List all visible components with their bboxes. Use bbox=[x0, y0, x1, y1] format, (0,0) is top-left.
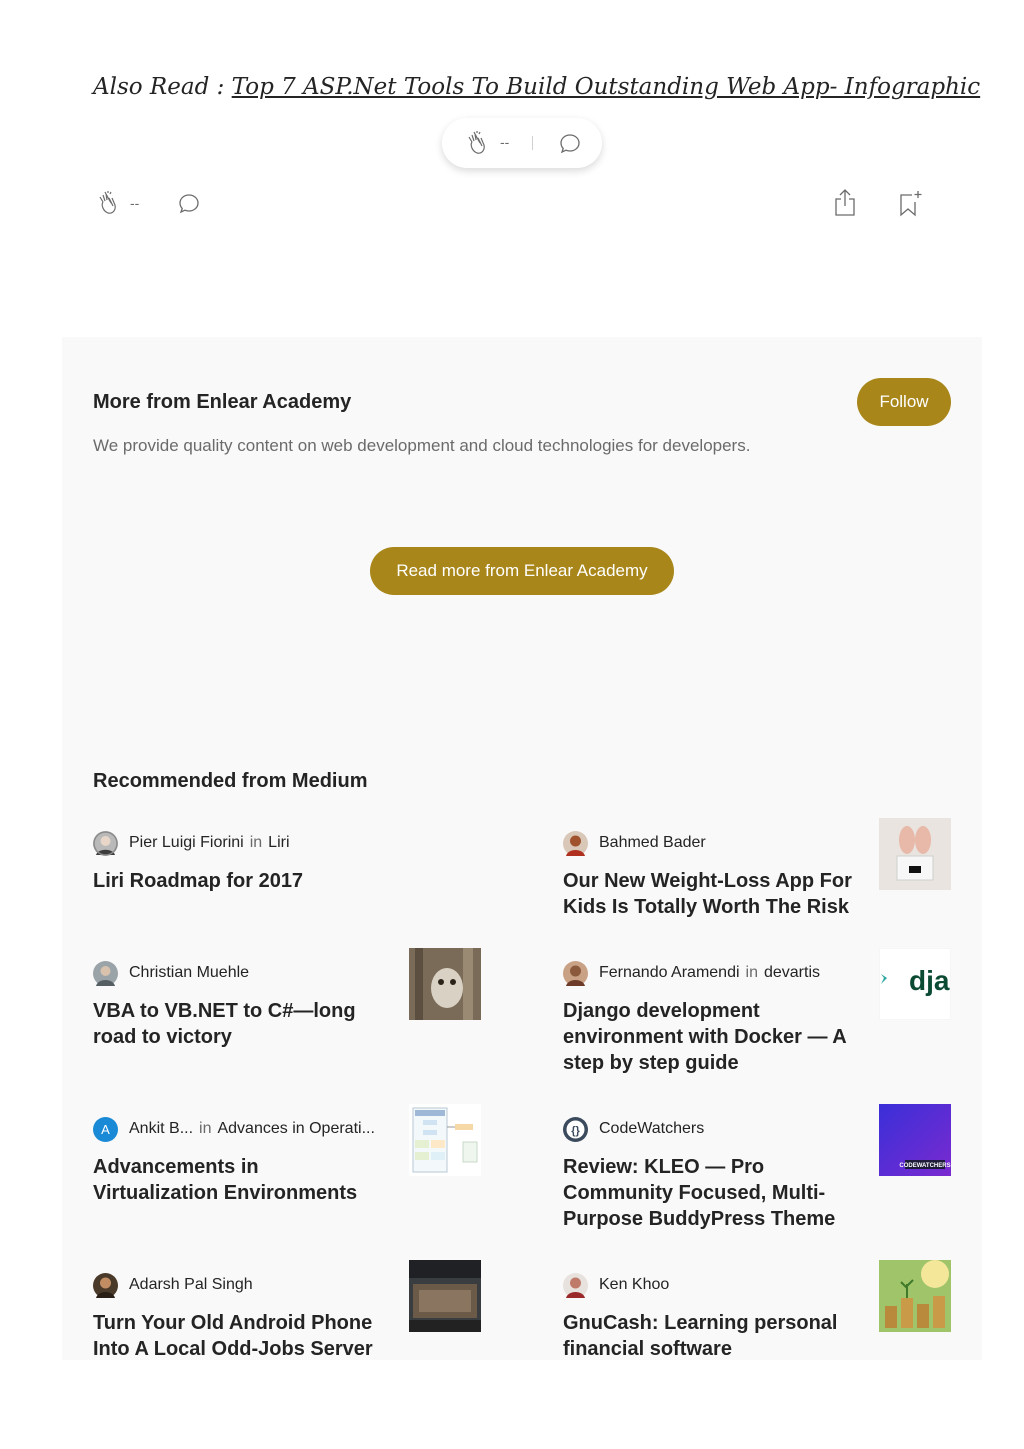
in-label: in bbox=[199, 1120, 212, 1137]
in-label: in bbox=[249, 834, 263, 851]
card-title[interactable]: Advancements in Virtualization Environments bbox=[93, 1156, 358, 1204]
divider bbox=[532, 136, 533, 150]
card-title[interactable]: Django development environment with Docker — A step by step guide bbox=[563, 1000, 847, 1074]
card-thumbnail[interactable] bbox=[879, 1260, 951, 1332]
also-read-prefix: Also Read : bbox=[93, 74, 232, 100]
clap-count: -- bbox=[130, 195, 140, 211]
card-title[interactable]: Turn Your Old Android Phone Into A Local Odd-Jobs Server bbox=[93, 1312, 373, 1360]
card-thumbnail[interactable] bbox=[879, 818, 951, 890]
card-author-row bbox=[93, 960, 249, 986]
avatar bbox=[563, 961, 588, 986]
card-author-row bbox=[563, 1116, 704, 1142]
card-author[interactable]: Ankit B... bbox=[129, 1120, 194, 1137]
clap-count: -- bbox=[500, 134, 510, 150]
read-more-button[interactable]: Read more from Enlear Academy bbox=[370, 547, 674, 595]
more-from-panel bbox=[62, 337, 982, 1360]
card-thumbnail[interactable] bbox=[879, 948, 951, 1020]
avatar bbox=[93, 831, 118, 856]
codewatchers-logo-text: CODEWATCHERS bbox=[899, 1163, 951, 1169]
card-author[interactable]: Adarsh Pal Singh bbox=[129, 1276, 253, 1293]
response-icon[interactable] bbox=[177, 192, 201, 221]
card-author-row bbox=[563, 830, 706, 856]
card-thumbnail[interactable] bbox=[409, 1104, 481, 1176]
bookmark-add-icon[interactable] bbox=[897, 190, 923, 223]
card-title[interactable]: VBA to VB.NET to C#—long road to victory bbox=[93, 1000, 356, 1048]
card-author[interactable]: CodeWatchers bbox=[599, 1120, 705, 1137]
avatar bbox=[93, 1117, 118, 1142]
card-publication[interactable]: devartis bbox=[763, 964, 821, 981]
card-author[interactable]: Christian Muehle bbox=[129, 964, 250, 981]
card-author-row bbox=[563, 1272, 669, 1298]
share-icon[interactable] bbox=[833, 188, 857, 223]
avatar bbox=[93, 1273, 118, 1298]
also-read-line bbox=[93, 74, 980, 100]
recommended-card[interactable] bbox=[563, 960, 951, 1100]
card-author[interactable]: Pier Luigi Fiorini bbox=[129, 834, 244, 851]
recommended-title: Recommended from Medium bbox=[93, 770, 368, 792]
recommended-card[interactable] bbox=[93, 1116, 481, 1256]
floating-action-bar bbox=[442, 118, 602, 168]
avatar bbox=[563, 831, 588, 856]
follow-button[interactable]: Follow bbox=[857, 378, 951, 426]
card-author-row bbox=[93, 1116, 375, 1142]
recommended-card[interactable] bbox=[563, 1116, 951, 1256]
card-thumbnail[interactable] bbox=[409, 1260, 481, 1332]
recommended-card[interactable] bbox=[93, 1272, 481, 1360]
publication-description: We provide quality content on web development and cloud technologies for developers. bbox=[93, 436, 751, 455]
card-author-row bbox=[563, 960, 820, 986]
card-title[interactable]: Review: KLEO — Pro Community Focused, Multi-Purpose BuddyPress Theme bbox=[563, 1156, 836, 1230]
card-thumbnail[interactable] bbox=[879, 1104, 951, 1176]
also-read-link[interactable]: Top 7 ASP.Net Tools To Build Outstanding Web App- Infographic bbox=[231, 74, 981, 100]
in-label: in bbox=[745, 964, 758, 981]
avatar-letter: A bbox=[101, 1121, 110, 1137]
card-author[interactable]: Bahmed Bader bbox=[599, 834, 706, 851]
card-publication[interactable]: Advances in Operati... bbox=[217, 1120, 375, 1137]
svg-text:{}: {} bbox=[571, 1124, 580, 1137]
django-logo-text: dja bbox=[909, 965, 950, 996]
card-author-row bbox=[93, 830, 290, 856]
response-icon[interactable] bbox=[558, 132, 582, 161]
card-title[interactable]: GnuCash: Learning personal financial software bbox=[563, 1312, 838, 1360]
card-author[interactable]: Fernando Aramendi bbox=[599, 964, 740, 981]
card-publication[interactable]: Liri bbox=[268, 834, 290, 851]
card-title[interactable]: Our New Weight-Loss App For Kids Is Totally Worth The Risk bbox=[563, 870, 852, 918]
more-from-title: More from Enlear Academy bbox=[93, 391, 352, 413]
clap-icon[interactable] bbox=[464, 130, 492, 161]
article-actions bbox=[93, 188, 931, 222]
card-author[interactable]: Ken Khoo bbox=[599, 1276, 670, 1293]
card-thumbnail[interactable] bbox=[409, 948, 481, 1020]
card-author-row bbox=[93, 1272, 253, 1298]
clap-icon[interactable] bbox=[95, 190, 123, 221]
avatar bbox=[563, 1117, 588, 1142]
card-title[interactable]: Liri Roadmap for 2017 bbox=[93, 870, 304, 892]
recommended-card[interactable] bbox=[563, 1272, 951, 1360]
avatar bbox=[93, 961, 118, 986]
recommended-card[interactable] bbox=[93, 960, 481, 1100]
avatar bbox=[563, 1273, 588, 1298]
